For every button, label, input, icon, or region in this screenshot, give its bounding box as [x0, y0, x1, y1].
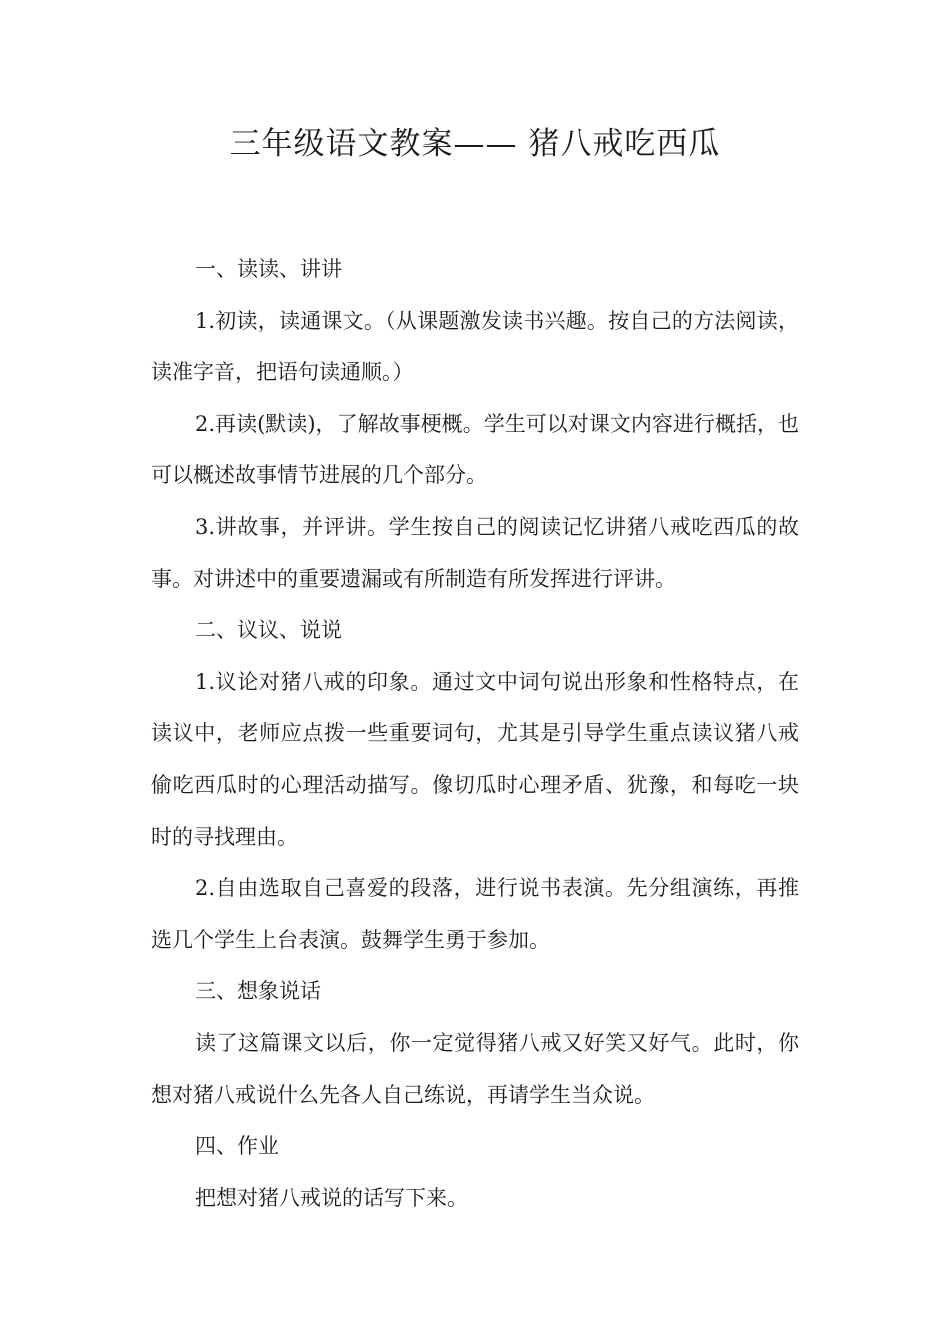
- paragraph: 2.自由选取自己喜爱的段落，进行说书表演。先分组演练，再推选几个学生上台表演。鼓舞学生勇于参加。: [151, 876, 799, 952]
- page-title: 三年级语文教案—— 猪八戒吃西瓜: [229, 126, 721, 162]
- section-heading-3: 三、想象说话: [195, 979, 321, 1004]
- paragraph: 2.再读(默读)，了解故事梗概。学生可以对课文内容进行概括，也可以概述故事情节进展的几个部分。: [151, 411, 799, 488]
- paragraph: 读了这篇课文以后，你一定觉得猪八戒又好笑又好气。此时，你想对猪八戒说什么先各人自己练说，再请学生当众说。: [151, 1030, 799, 1107]
- document-body: [151, 244, 799, 1224]
- paragraph: 把想对猪八戒说的话写下来。: [195, 1185, 468, 1210]
- paragraph: 1.议论对猪八戒的印象。通过文中词句说出形象和性格特点，在读议中，老师应点拨一些重要词句，尤其是引导学生重点读议猪八戒偷吃西瓜时的心理活动描写。像切瓜时心理矛盾、犹豫，和每吃一块时的寻找理由。: [151, 669, 799, 849]
- paragraph: 1.初读，读通课文。（从课题激发读书兴趣。按自己的方法阅读，读准字音，把语句读通顺。）: [151, 308, 799, 385]
- section-heading-2: 二、议议、说说: [195, 618, 342, 643]
- section-heading-1: 一、读读、讲讲: [195, 257, 342, 281]
- paragraph: 3.讲故事，并评讲。学生按自己的阅读记忆讲猪八戒吃西瓜的故事。对讲述中的重要遗漏或有所制造有所发挥进行评讲。: [151, 514, 799, 591]
- section-heading-4: 四、作业: [195, 1134, 279, 1159]
